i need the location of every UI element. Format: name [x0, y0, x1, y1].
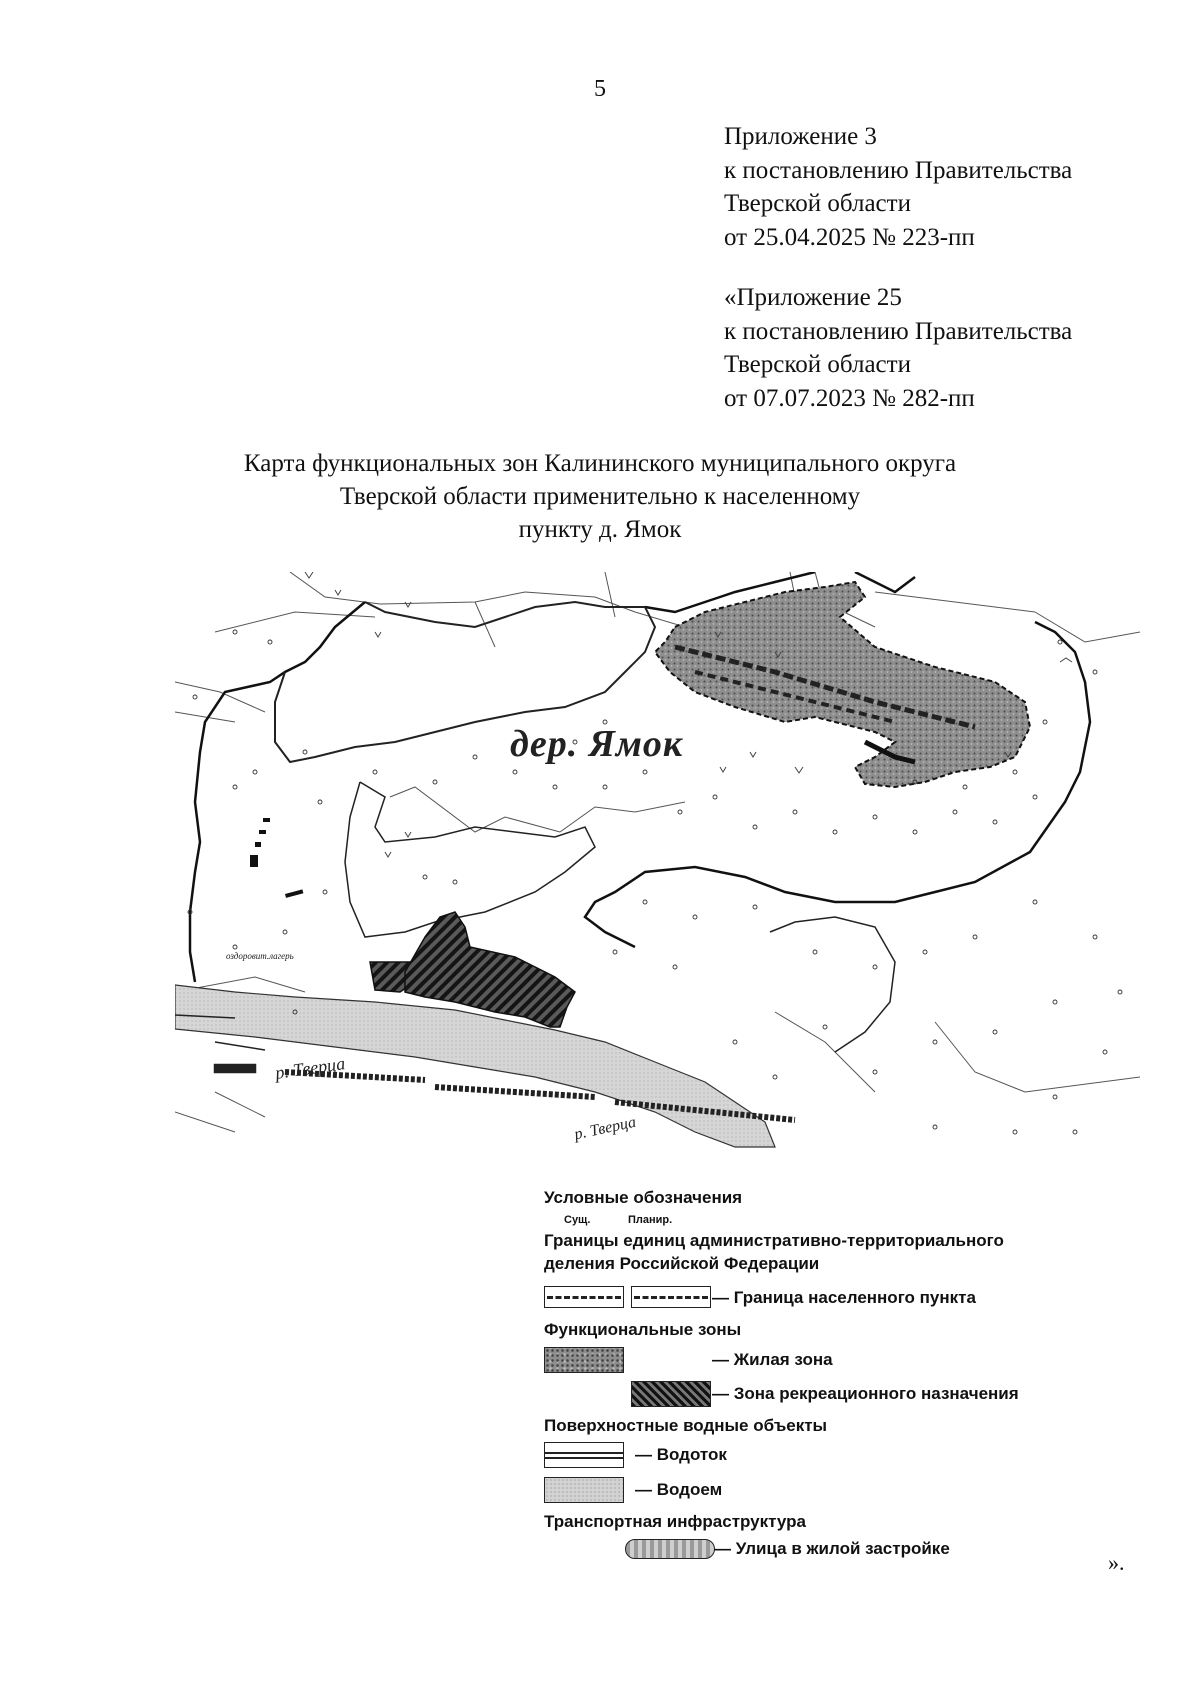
- pond-swatch: [544, 1477, 624, 1503]
- residential-zone: [655, 582, 1030, 787]
- settlement-boundary-existing-swatch: [544, 1286, 624, 1308]
- map-title-line: Карта функциональных зон Калининского муниципального округа: [243, 450, 957, 477]
- legend-recreation-zone: — Зона рекреационного назначения: [712, 1384, 1019, 1403]
- settlement-boundary: [190, 572, 1090, 982]
- settlement-boundary-planned-swatch: [631, 1286, 711, 1308]
- river-label: р. Тверца: [273, 1053, 347, 1083]
- village-label: дер. Ямок: [510, 723, 684, 765]
- legend-section-water: Поверхностные водные объекты: [544, 1416, 828, 1435]
- legend-settlement-boundary: — Граница населенного пункта: [712, 1288, 976, 1307]
- camp-label: оздоровит.лагерь: [226, 951, 294, 961]
- legend-section-admin: Границы единиц административно-территориального: [544, 1231, 1004, 1250]
- legend-section-transport: Транспортная инфраструктура: [544, 1512, 806, 1531]
- appendix-line: от 25.04.2025 № 223-пп: [724, 223, 975, 251]
- appendix-line: Приложение 3: [724, 123, 877, 150]
- river-label: р. Тверца: [572, 1113, 638, 1144]
- legend-section-zones: Функциональные зоны: [544, 1320, 742, 1339]
- residential-zone-swatch: [544, 1347, 624, 1373]
- appendix-line: Тверской области: [724, 190, 911, 217]
- appendix-line: Тверской области: [724, 351, 911, 378]
- legend-residential-zone: — Жилая зона: [712, 1350, 833, 1369]
- settlement-boundary-mid: [345, 782, 595, 937]
- stream-swatch: [544, 1442, 624, 1468]
- legend-title: Условные обозначения: [544, 1188, 743, 1207]
- legend-street: — Улица в жилой застройке: [714, 1539, 950, 1558]
- building-marks: [250, 818, 303, 898]
- settlement-boundary-lower: [770, 917, 895, 1052]
- appendix-header-current: [724, 120, 1072, 254]
- legend-col-existing: Сущ.: [564, 1214, 591, 1226]
- map-title-line: Тверской области применительно к населенному: [339, 483, 861, 510]
- river-tverca: [175, 985, 775, 1147]
- legend-stream: — Водоток: [635, 1445, 727, 1464]
- legend-col-planned: Планир.: [628, 1214, 673, 1226]
- appendix-line: к постановлению Правительства: [724, 156, 1073, 184]
- page-number: 5: [594, 76, 606, 102]
- appendix-line: от 07.07.2023 № 282-пп: [724, 384, 975, 412]
- legend-pond: — Водоем: [635, 1480, 723, 1499]
- closing-quote: ».: [1108, 1550, 1125, 1575]
- map-title-line: пункту д. Ямок: [518, 516, 682, 543]
- legend-section-admin-line2: деления Российской Федерации: [544, 1254, 820, 1273]
- appendix-header-original: [724, 281, 1072, 415]
- street-swatch: [625, 1539, 715, 1559]
- appendix-line: к постановлению Правительства: [724, 317, 1073, 345]
- appendix-line: «Приложение 25: [724, 284, 902, 311]
- recreation-zone-swatch: [631, 1381, 711, 1407]
- map-title: [150, 447, 1050, 546]
